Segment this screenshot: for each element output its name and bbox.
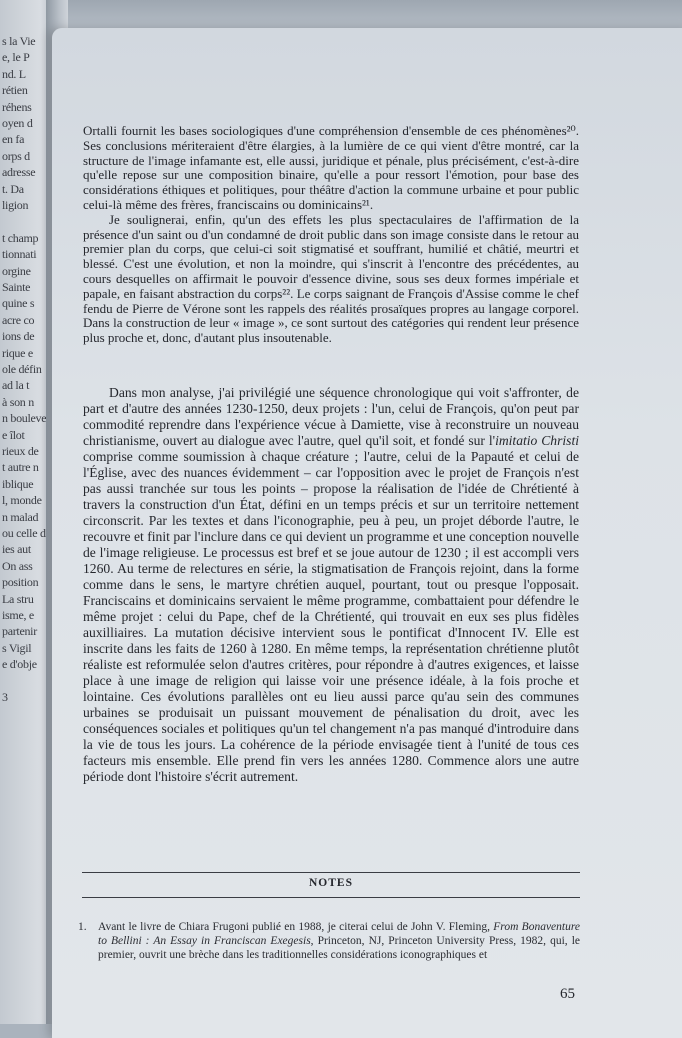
footnote-number: 1.: [78, 921, 87, 933]
left-page-line: iblique: [2, 476, 34, 491]
paragraph-text: Je soulignerai, enfin, qu'un des effets les plus spectaculaires de l'affirmation de la présence d'un saint ou d'un condamné de droit public dans son image consiste dans le retour au premier plan du corps, que celui-ci soit stigmatisé et souffrant, humilié et châtié, meurtri et blessé. C'est une évolution, et non la moindre, qui s'inscrit à l'encontre des précédentes, au cours desquelles on affirmait le pouvoir d'essence divine, sous ses deux formes impériale et papale, en faisant abstraction du corps²². Le corps saignant de François d'Assise comme le chef fendu de Pierre de Vérone sont les rappels des réalités prosaïques propres au langage corporel. Dans la construction de leur « image », ce sont surtout des catégories qui rendent leur présence plus proche et, donc, d'autant plus insoutenable.: [83, 211, 579, 346]
left-page-line: ad la t: [2, 378, 30, 393]
paragraph-analysis: [83, 385, 579, 785]
text-segment: Dans mon analyse, j'ai privilégié une séquence chronologique qui voit s'affronter, de part et d'autre des années 1230-1250, deux projets : l'un, celui de François, qu'on peut par commodité reprendre dans l'expérience vécue à Damiette, vise à reconstruire un nouveau christianisme, ouvert au dialogue avec l'autre, quel qu'il soit, et fondé sur l': [83, 385, 579, 448]
left-page-line: isme, e: [2, 608, 34, 622]
footnote-text: [98, 920, 580, 962]
italic-title: From Bonaventure to Bellini : An Essay in Franciscan Exegesis: [98, 921, 580, 947]
text-segment: , Princeton, NJ, Princeton University Press, 1982, qui, le premier, ouvrit une brèche dans les traditionnelles considérations iconographiques et: [98, 935, 580, 961]
left-page-line: ou celle d: [2, 526, 46, 540]
left-page-line: ions de: [2, 329, 35, 344]
left-page-line: à son n: [2, 394, 34, 409]
notes-rule-bottom: [82, 897, 580, 898]
paragraph-text: [83, 385, 579, 785]
paragraph-ortalli: [83, 124, 579, 346]
left-page-line: rieux de: [2, 444, 39, 458]
left-page-line: t champ: [2, 230, 39, 245]
left-page-line: acre co: [2, 312, 35, 327]
left-page-line: orps d: [2, 148, 30, 163]
left-page-line: ies aut: [2, 542, 31, 557]
left-page-line: Sainte: [2, 280, 31, 294]
left-page-line: adresse: [2, 165, 36, 180]
left-page-line: n bouleve: [2, 411, 47, 426]
notes-rule-top: [82, 872, 580, 873]
left-page-line: position: [2, 575, 39, 590]
left-page-line: en fa: [2, 132, 25, 147]
text-segment: Avant le livre de Chiara Frugoni publié en 1988, je citerai celui de John V. Fleming,: [98, 921, 494, 933]
left-page-line: La stru: [2, 591, 34, 606]
left-page-line: e îlot: [2, 427, 25, 442]
left-page-line: tionnati: [2, 247, 37, 262]
left-page-line: partenir: [2, 624, 37, 639]
left-page-line: nd. L: [2, 66, 26, 81]
left-page-line: 3: [2, 690, 8, 704]
left-page-line: quine s: [2, 296, 35, 311]
left-page-line: ole défin: [2, 362, 42, 376]
left-page-line: ligion: [2, 198, 29, 212]
left-page-line: orgine: [2, 263, 31, 278]
left-page-line: t autre n: [2, 460, 39, 475]
left-page-line: e, le P: [2, 50, 30, 65]
left-page-line: t. Da: [2, 181, 24, 196]
left-page-line: s la Vie: [2, 34, 36, 48]
left-page-line: l, monde: [2, 493, 42, 508]
footnote-1: [78, 920, 580, 962]
left-page-line: n malad: [2, 509, 39, 524]
italic-term: imitatio Christi: [495, 433, 580, 448]
left-page-line: rétien: [2, 83, 28, 98]
notes-heading: NOTES: [309, 877, 353, 889]
page-number: 65: [560, 986, 575, 1002]
left-page-line: On ass: [2, 558, 33, 573]
left-page-line: oyen d: [2, 116, 33, 130]
left-page-line: rique e: [2, 345, 33, 360]
background-surface: [52, 0, 682, 30]
left-page-line: réhens: [2, 99, 32, 114]
left-page-line: s Vigil: [2, 640, 32, 655]
paragraph-text: Ortalli fournit les bases sociologiques d'une compréhension d'ensemble de ces phénomènes²⁰. Ses conclusions mériteraient d'être élargies, à la lumière de ce qui vient d'être montré, car la structure de l'image infamante est, elle aussi, juridique et pénale, plus précisément, c'est-à-dire qu'elle repose sur une composition binaire, qu'elle a pour ressort l'émotion, pour base des considérations éthiques et politiques, pour théâtre d'action la commune urbaine et pour public celui-là même des frères, franciscains ou dominicains²¹.: [83, 123, 579, 212]
text-segment: comprise comme soumission à chaque créature ; l'autre, celui de la Papauté et celui de l'Église, avec des nuances évidemment – car l'opposition avec le projet de François n'est pas aussi tranchée sur tous les points – propose la réalisation de l'idée de Chrétienté à travers la construction d'un État, défini en un temps précis et sur un territoire nettement circonscrit. Par les textes et dans l'iconographie, peu à peu, un projet déborde l'autre, le recouvre et finit par l'inclure dans ce qui devient un programme et une conception nouvelle de l'image religieuse. Le processus est bref et se joue autour de 1230 ; il est accompli vers 1260. Au terme de relectures en série, la stigmatisation de François rejoint, dans la forme comme dans le sens, le martyre chrétien auquel, pourtant, tout ou presque l'opposait. Franciscains et dominicains servaient le même programme, combattaient pour défendre le même projet : celui du Pape, chef de la Chrétienté, qui trouvait en eux ses plus fidèles auxilliaires. La mutation décisive intervient sous le pontificat d'Innocent IV. Elle est inscrite dans les faits de 1260 à 1280. En même temps, la représentation chrétienne plutôt réaliste est reformulée selon d'autres critères, pour répondre à d'autres exigences, et laisse place à une image de religion qui laisse voir une présence idéale, à la fois proche et lointaine. Ces évolutions parallèles ont eu lieu aussi parce qu'au sein des communes urbaines se produisait un puissant mouvement de pénalisation du droit, avec les conséquences sociales et politiques qu'un tel changement n'a pas manqué d'introduire dans la vie de tous les jours. La cohérence de la période envisagée tient à l'unité de tous ces facteurs mis ensemble. Elle prend fin vers les années 1280. Commence alors une autre période dont l'histoire s'écrit autrement.: [83, 449, 579, 784]
left-page-line: e d'obje: [2, 657, 37, 672]
